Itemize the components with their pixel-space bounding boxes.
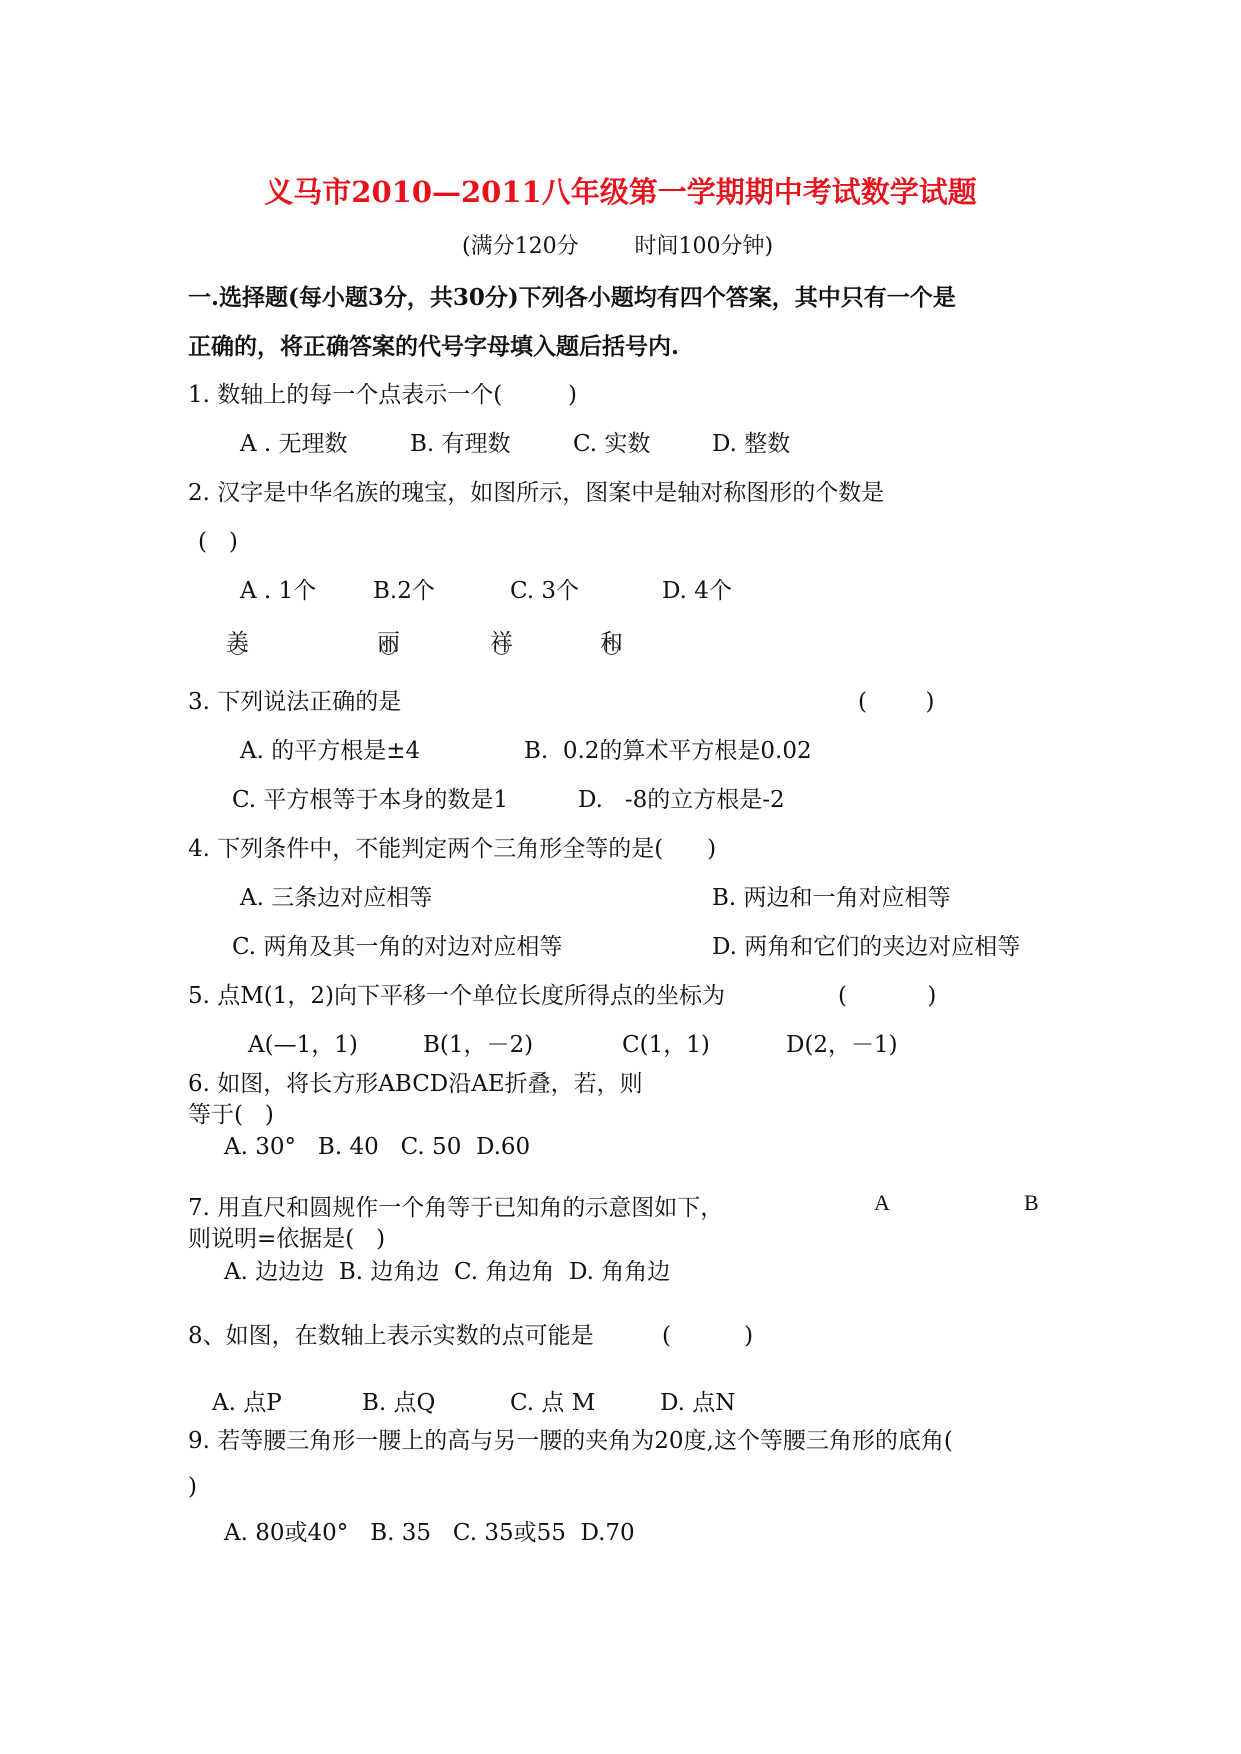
question-1-stem: 1. 数轴上的每一个点表示一个( ): [188, 382, 578, 408]
question-5-option-d: D(2，－1): [786, 1032, 898, 1058]
question-4-option-d: D. 两角和它们的夹边对应相等: [712, 934, 1021, 960]
question-5-bracket: ( ): [838, 983, 937, 1009]
question-7-options: A. 边边边 B. 边角边 C. 角边角 D. 角角边: [224, 1259, 671, 1285]
page-subtitle: (满分120分 时间100分钟): [462, 234, 774, 259]
question-3-option-b: B. 0.2的算术平方根是0.02: [524, 738, 812, 764]
question-2-figure-2: 丽: [377, 630, 400, 656]
question-5-stem: 5. 点M(1，2)向下平移一个单位长度所得点的坐标为: [188, 983, 726, 1009]
question-1-option-d: D. 整数: [712, 431, 791, 457]
question-4-option-c: C. 两角及其一角的对边对应相等: [232, 934, 563, 960]
question-4-stem: 4. 下列条件中，不能判定两个三角形全等的是( ): [188, 836, 717, 862]
question-2-stem: 2. 汉字是中华名族的瑰宝，如图所示，图案中是轴对称图形的个数是: [188, 480, 885, 506]
question-7-label-b: B: [1024, 1190, 1039, 1215]
question-8-bracket: ( ): [662, 1323, 754, 1349]
question-8-option-a: A. 点P: [212, 1390, 282, 1416]
circle-icon: [494, 640, 509, 655]
question-4-option-a: A. 三条边对应相等: [240, 885, 433, 911]
question-9-stem: 9. 若等腰三角形一腰上的高与另一腰的夹角为20度,这个等腰三角形的底角(: [188, 1428, 953, 1454]
question-2-figure-3: 祥: [490, 630, 513, 656]
circle-icon: [381, 640, 396, 655]
question-1-option-c: C. 实数: [573, 431, 651, 457]
question-5-option-c: C(1，1): [622, 1032, 710, 1058]
question-2-figure-4: 和: [600, 630, 623, 656]
circle-icon: [604, 640, 619, 655]
question-9-bracket: ): [188, 1474, 197, 1500]
question-3-option-c: C. 平方根等于本身的数是1: [232, 787, 509, 813]
question-5-option-b: B(1，－2): [423, 1032, 534, 1058]
question-5-option-a: A(—1，1): [248, 1032, 358, 1058]
question-6-options: A. 30° B. 40 C. 50 D.60: [224, 1134, 531, 1160]
section-heading-line2: 正确的，将正确答案的代号字母填入题后括号内.: [188, 333, 680, 360]
question-8-option-d: D. 点N: [660, 1390, 736, 1416]
question-2-figure-1: 美: [226, 630, 249, 656]
question-7-stem-continued: 则说明=依据是( ): [188, 1226, 386, 1252]
question-7-stem: 7. 用直尺和圆规作一个角等于已知角的示意图如下，: [188, 1195, 724, 1221]
section-heading-line1: 一.选择题(每小题3分，共30分)下列各小题均有四个答案，其中只有一个是: [188, 284, 956, 311]
question-2-option-c: C. 3个: [510, 578, 580, 604]
question-1-option-a: A . 无理数: [240, 431, 348, 457]
question-3-option-a: A. 的平方根是±4: [240, 738, 421, 764]
circle-icon: [230, 640, 245, 655]
question-6-stem: 6. 如图，将长方形ABCD沿AE折叠，若，则: [188, 1071, 643, 1097]
question-9-options: A. 80或40° B. 35 C. 35或55 D.70: [224, 1520, 635, 1546]
question-4-option-b: B. 两边和一角对应相等: [712, 885, 951, 911]
question-6-stem-continued: 等于( ): [188, 1102, 274, 1128]
question-3-option-d: D. -8的立方根是-2: [578, 787, 785, 813]
question-2-bracket: ( ): [198, 529, 238, 555]
question-1-option-b: B. 有理数: [410, 431, 511, 457]
question-2-option-b: B.2个: [373, 578, 435, 604]
question-8-option-b: B. 点Q: [362, 1390, 436, 1416]
question-3-bracket: ( ): [858, 689, 935, 715]
question-8-option-c: C. 点 M: [510, 1390, 596, 1416]
question-2-option-a: A . 1个: [240, 578, 317, 604]
question-2-option-d: D. 4个: [662, 578, 732, 604]
question-8-stem: 8、如图，在数轴上表示实数的点可能是: [188, 1323, 594, 1349]
question-3-stem: 3. 下列说法正确的是: [188, 689, 402, 715]
question-7-label-a: A: [874, 1190, 890, 1215]
page-title: 义马市2010—2011八年级第一学期期中考试数学试题: [264, 175, 977, 209]
